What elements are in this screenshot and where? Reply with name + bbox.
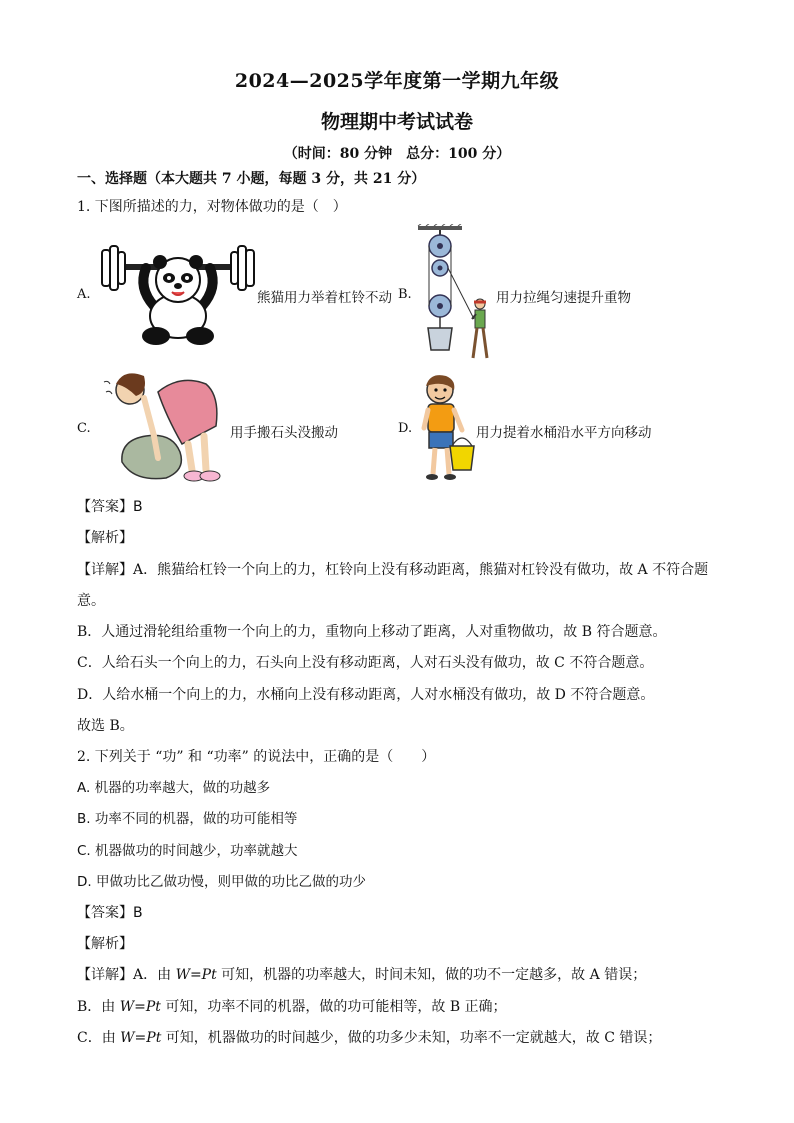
q1-option-c-text: 用手搬石头没搬动 — [230, 425, 338, 441]
q1-option-d-text: 用力提着水桶沿水平方向移动 — [476, 425, 652, 441]
carry-bucket-image — [414, 372, 478, 484]
q1-option-b-text: 用力拉绳匀速提升重物 — [496, 290, 631, 306]
q2-detail-b-pre: B．由 — [77, 999, 120, 1015]
q2-option-b: B. 功率不同的机器，做的功可能相等 — [77, 811, 298, 827]
exam-title: 2024—2025学年度第一学期九年级 — [234, 70, 560, 92]
q2-formula-b: W=Pt — [119, 999, 161, 1015]
lift-stone-image — [100, 366, 226, 490]
q1-detail-a: 【详解】A．熊猫给杠铃一个向上的力，杠铃向上没有移动距离，熊猫对杠铃没有做功，故 A 不符合题 — [77, 562, 709, 578]
q1-detail-a-cont: 意。 — [77, 593, 105, 609]
q2-option-d: D. 甲做功比乙做功慢，则甲做的功比乙做的功少 — [77, 874, 366, 890]
q2-option-c: C. 机器做功的时间越少，功率就越大 — [77, 843, 298, 859]
q1-stem: 1. 下图所描述的力，对物体做功的是（ ） — [77, 199, 347, 215]
exam-meta: （时间：80 分钟 总分：100 分） — [283, 146, 511, 162]
q2-detail-a-pre: 【详解】A．由 — [77, 967, 176, 983]
q2-detail-c-pre: C．由 — [77, 1030, 121, 1046]
q2-option-a: A. 机器的功率越大，做的功越多 — [77, 780, 271, 796]
q2-formula-a: W=Pt — [175, 967, 217, 983]
panda-barbell-image — [98, 228, 258, 348]
q1-option-a-text: 熊猫用力举着杠铃不动 — [257, 290, 392, 306]
section-heading: 一、选择题（本大题共 7 小题，每题 3 分，共 21 分） — [77, 171, 426, 187]
q2-analysis-label: 【解析】 — [77, 936, 133, 952]
q1-option-b-letter: B. — [398, 287, 412, 302]
q2-stem: 2. 下列关于 “功” 和 “功率” 的说法中，正确的是（ ） — [77, 749, 436, 765]
q1-option-a-letter: A. — [77, 287, 91, 302]
q1-answer: 【答案】B — [77, 499, 143, 515]
q1-option-c-letter: C. — [77, 421, 91, 436]
q2-answer: 【答案】B — [77, 905, 143, 921]
q1-detail-c: C．人给石头一个向上的力，石头向上没有移动距离，人对石头没有做功，故 C 不符合题意。 — [77, 655, 654, 671]
q1-conclusion: 故选 B。 — [77, 718, 134, 734]
q2-detail-b — [77, 998, 507, 1016]
q1-detail-b: B．人通过滑轮组给重物一个向上的力，重物向上移动了距离，人对重物做功，故 B 符合题意。 — [77, 624, 667, 640]
pulley-image — [414, 224, 496, 364]
q1-detail-d: D．人给水桶一个向上的力，水桶向上没有移动距离，人对水桶没有做功，故 D 不符合题意。 — [77, 687, 655, 703]
exam-subtitle: 物理期中考试试卷 — [320, 111, 473, 133]
q2-detail-b-post: 可知，功率不同的机器，做的功可能相等，故 B 正确； — [160, 999, 507, 1015]
q2-formula-c: W=Pt — [120, 1030, 162, 1046]
q2-detail-a-post: 可知，机器的功率越大，时间未知，做的功不一定越多，故 A 错误； — [216, 967, 647, 983]
q2-detail-c-post: 可知，机器做功的时间越少，做的功多少未知，功率不一定就越大，故 C 错误； — [161, 1030, 662, 1046]
q1-option-d-letter: D. — [398, 421, 413, 436]
q1-analysis-label: 【解析】 — [77, 530, 133, 546]
q2-detail-a — [77, 966, 646, 984]
q2-detail-c — [77, 1029, 661, 1047]
